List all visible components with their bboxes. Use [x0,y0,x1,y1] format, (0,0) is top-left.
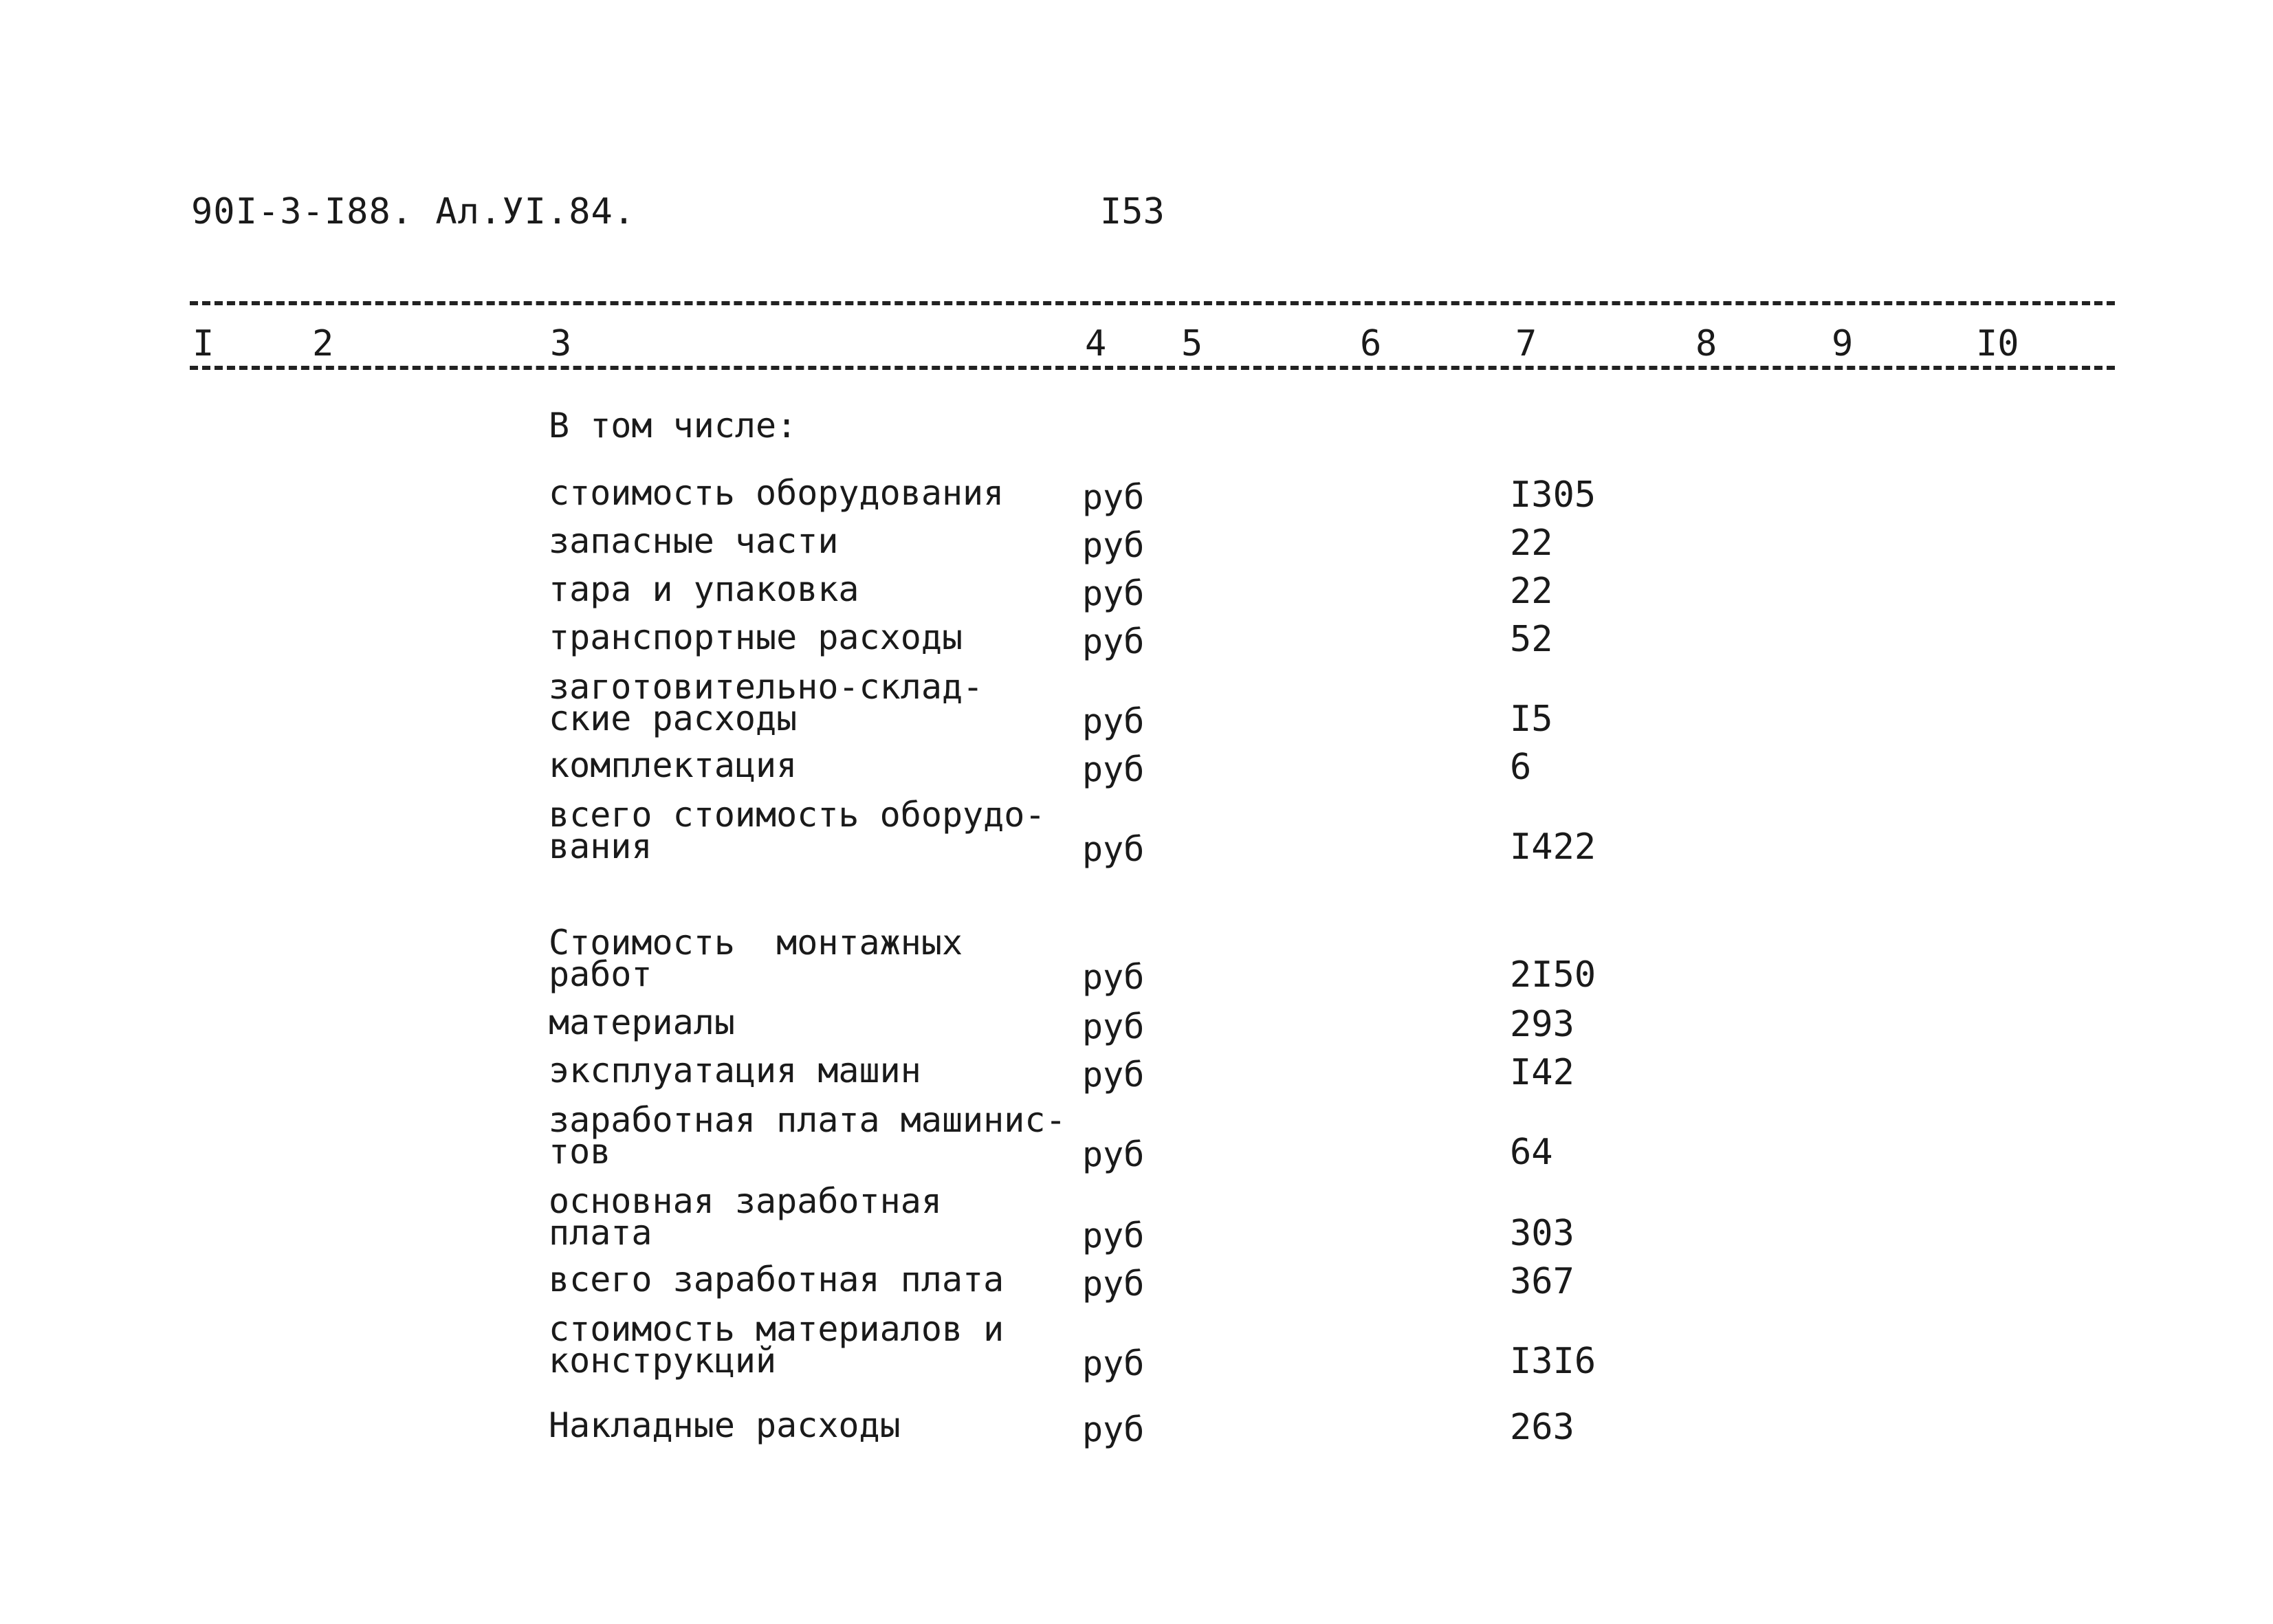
row-label: заработная плата машинис- тов [549,1100,1066,1172]
row-value: 22 [1510,571,1553,612]
row-label: материалы [549,1002,735,1042]
row-unit: руб [1082,749,1145,789]
row-value: 6 [1510,747,1532,788]
row-unit: руб [1082,1134,1145,1174]
row-unit: руб [1082,1264,1145,1304]
row-unit: руб [1082,1007,1145,1046]
row-label: стоимость материалов и конструкций [549,1309,1004,1381]
column-number-10: I0 [1973,323,2022,364]
column-number-1: I [190,323,217,364]
column-number-5: 5 [1178,323,1205,364]
row-label: заготовительно-склад- ские расходы [549,667,984,738]
row-value: 52 [1510,619,1553,660]
row-unit: руб [1082,525,1145,565]
row-unit: руб [1082,1216,1145,1255]
table-header-rule [190,366,2115,370]
row-label: комплектация [549,745,798,785]
row-value: I3I6 [1510,1341,1596,1382]
column-number-9: 9 [1829,323,1856,364]
row-value: 293 [1510,1004,1574,1045]
row-label: основная заработная плата [549,1181,942,1253]
row-value: 22 [1510,523,1553,564]
row-label: стоимость оборудования [549,473,1004,513]
row-label: запасные части [549,521,839,561]
row-value: 367 [1510,1261,1574,1302]
row-unit: руб [1082,1409,1145,1449]
row-label: всего заработная плата [549,1260,1004,1299]
row-label: транспортные расходы [549,617,963,657]
row-unit: руб [1082,477,1145,517]
row-value: I305 [1510,474,1596,516]
row-value: 303 [1510,1213,1574,1254]
row-label: всего стоимость оборудо- вания [549,795,1046,866]
intro-text: В том числе: [549,406,798,446]
row-value: 263 [1510,1407,1574,1448]
row-value: 2I50 [1510,954,1596,996]
row-value: I422 [1510,826,1596,868]
document-code: 90I-3-I88. Ал.УI.84. [191,191,636,232]
row-value: I42 [1510,1052,1574,1093]
row-label: эксплуатация машин [549,1051,921,1090]
column-number-3: 3 [547,323,574,364]
row-unit: руб [1082,1343,1145,1383]
column-number-4: 4 [1082,323,1109,364]
row-label: Стоимость монтажных работ [549,923,963,994]
row-label: тара и упаковка [549,569,859,609]
table-top-rule [190,301,2115,305]
row-unit: руб [1082,701,1145,741]
row-unit: руб [1082,622,1145,661]
row-unit: руб [1082,957,1145,997]
column-number-2: 2 [309,323,336,364]
page-number: I53 [1100,191,1165,232]
row-unit: руб [1082,573,1145,613]
row-unit: руб [1082,829,1145,869]
row-value: I5 [1510,699,1553,740]
row-label: Накладные расходы [549,1405,901,1445]
column-number-6: 6 [1357,323,1384,364]
column-number-7: 7 [1513,323,1539,364]
column-number-8: 8 [1693,323,1720,364]
row-unit: руб [1082,1055,1145,1095]
row-value: 64 [1510,1132,1553,1173]
